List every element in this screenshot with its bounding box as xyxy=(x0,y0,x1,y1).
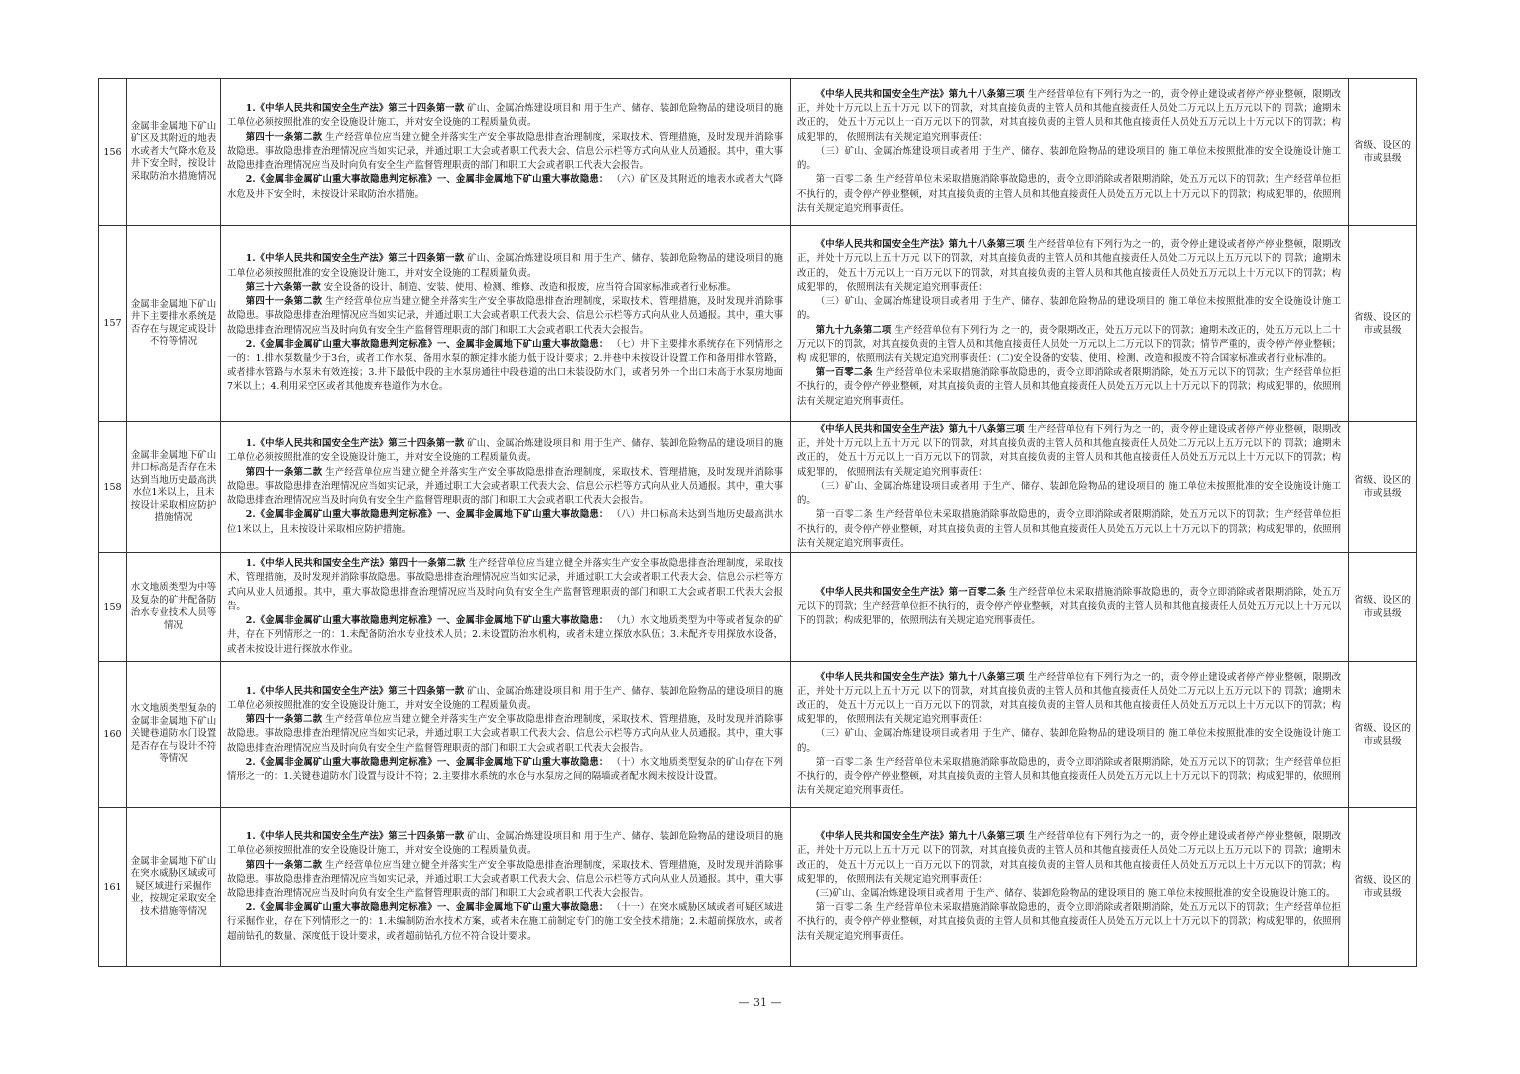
clause-text: 矿山、金属冶炼建设项目和 用于生产、储存、装卸危险物品的建设项目的施工单位必须按照批准的安全设施设计施工，并对安全设施的工程质量负责。 xyxy=(227,685,784,711)
table-body xyxy=(99,79,1417,967)
clause-heading: 1.《中华人民共和国安全生产法》第四十一条第二款 xyxy=(245,558,466,570)
legal-basis-cell xyxy=(221,422,791,553)
clause-heading: 1.《中华人民共和国安全生产法》第三十四条第一款 xyxy=(245,685,465,697)
legal-basis-cell xyxy=(221,662,791,808)
clause-text: 矿山、金属冶炼建设项目和 用于生产、储存、装卸危险物品的建设项目的施工单位必须按照批准的安全设施设计施工，并对安全设施的工程质量负责。 xyxy=(227,253,784,279)
clause-heading: 《中华人民共和国安全生产法》第九十八条第三项 xyxy=(815,424,1025,436)
legal-basis-paragraph xyxy=(227,173,783,201)
clause-text: 生产经营单位有下列行为 之一的，责令限期改正，处五万元以下的罚款；逾期未改正的，处五万元以上二十万元以下的罚款，对其直接负责的主管人员和其他直接责任人员处一万元以上二万元以下的罚款；情节严重的，责令停产停业整顿；构 成犯罪的，依照刑法有关规定追究刑事责任：(二)安全设备的安装、使用、检测、改造和报废不符合国家标准或者行业标准的。 xyxy=(797,324,1341,364)
clause-text: 生产经营单位应当建立健全并落实生产安全事故隐患排查治理制度，采取技术、管理措施，及时发现并消除事故隐患。事故隐患排查治理情况应当如实记录，并通过职工大会或者职工代表大会、信息公示栏等方式向从业人员通报。其中，重大事故隐患排查治理情况应当及时向负有安全生产监督管理职责的部门和职工大会或者职工代表大会报告。 xyxy=(227,131,783,172)
clause-heading: 1.《中华人民共和国安全生产法》第三十四条第一款 xyxy=(245,103,465,115)
penalty-paragraph xyxy=(797,671,1341,728)
penalty-paragraph xyxy=(797,756,1341,799)
legal-basis-paragraph xyxy=(227,713,783,756)
inspection-item: 金属非金属地下矿山矿区及其附近的地表水或者大气降水危及井下安全时，按设计采取防治水措施情况 xyxy=(127,79,221,226)
row-number: 157 xyxy=(99,226,127,422)
row-number: 160 xyxy=(99,662,127,808)
clause-text: 第一百零二条 生产经营单位未采取措施消除事故隐患的，责令立即消除或者限期消除，处五万元以下的罚款；生产经营单位拒不执行的，责令停产停业整顿，对其直接负责的主管人员和其他直接责任人员处五万元以上十万元以下的罚款；构成犯罪的，依照刑法有关规定追究刑事责任。 xyxy=(797,902,1341,942)
regulation-table xyxy=(98,78,1417,967)
legal-basis-cell xyxy=(221,553,791,662)
inspection-item: 金属非金属地下矿山在突水威胁区域或可疑区域进行采掘作业，按规定采取安全技术措施等情况 xyxy=(127,808,221,967)
clause-heading: 第九十九条第二项 xyxy=(815,324,892,336)
legal-basis-paragraph xyxy=(227,131,783,174)
legal-basis-paragraph xyxy=(227,295,783,338)
enforcement-level: 省级、设区的市或县级 xyxy=(1349,662,1417,808)
clause-text: 生产经营单位未采取措施消除事故隐患的，责令立即消除或者限期消除，处五万元以下的罚款；生产经营单位拒不执行的，责令停产停业整顿，对其直接负责的主管人员和其他直接责任人员处五万元以上十万元以下的罚款；构成犯罪的，依照刑法有关规定追究刑事责任。 xyxy=(797,586,1341,627)
table-row xyxy=(99,553,1417,662)
clause-heading: 第四十一条第二款 xyxy=(245,714,323,726)
penalty-paragraph xyxy=(797,366,1341,409)
clause-heading: 《中华人民共和国安全生产法》第九十八条第三项 xyxy=(815,671,1025,683)
clause-heading: 《中华人民共和国安全生产法》第一百零二条 xyxy=(815,586,1006,598)
row-number: 159 xyxy=(99,553,127,662)
clause-text: 第一百零二条 生产经营单位未采取措施消除事故隐患的，责令立即消除或者限期消除，处五万元以下的罚款；生产经营单位拒不执行的，责令停产停业整顿，对其直接负责的主管人员和其他直接责任人员处五万元以上十万元以下的罚款；构成犯罪的，依照刑法有关规定追究刑事责任。 xyxy=(797,756,1341,797)
legal-basis-cell xyxy=(221,808,791,967)
penalty-paragraph xyxy=(797,173,1341,216)
table-row xyxy=(99,662,1417,808)
inspection-item: 金属非金属地下矿山井下主要排水系统是否存在与规定或设计不符等情况 xyxy=(127,226,221,422)
clause-heading: 《中华人民共和国安全生产法》第九十八条第三项 xyxy=(815,89,1025,101)
legal-basis-paragraph xyxy=(227,437,783,465)
penalty-basis-cell xyxy=(791,553,1349,662)
penalty-paragraph xyxy=(797,508,1341,551)
legal-basis-paragraph xyxy=(227,557,783,614)
clause-heading: 2.《金属非金属矿山重大事故隐患判定标准》一、金属非金属地下矿山重大事故隐患： xyxy=(245,615,609,627)
clause-heading: 2.《金属非金属矿山重大事故隐患判定标准》一、金属非金属地下矿山重大事故隐患： xyxy=(245,338,609,350)
clause-text: （三）矿山、金属冶炼建设项目或者用 于生产、储存、装卸危险物品的建设项目的 施工单位未按照批准的安全设施设计施工的。 xyxy=(797,145,1341,172)
clause-text: 生产经营单位应当建立健全并落实生产安全事故隐患排查治理制度，采取技术、管理措施，及时发现并消除事故隐患。事故隐患排查治理情况应当如实记录，并通过职工大会或者职工代表大会、信息公示栏等方式向从业人员通报。其中，重大事故隐患排查治理情况应当及时向负有安全生产监督管理职责的部门和职工大会或者职工代表大会报告。 xyxy=(227,714,783,754)
legal-basis-paragraph xyxy=(227,338,783,395)
penalty-paragraph xyxy=(797,324,1341,367)
inspection-item: 水文地质类型为中等及复杂的矿井配备防治水专业技术人员等情况 xyxy=(127,553,221,662)
clause-text: （九）水文地质类型为中等或者复杂的矿井，存在下列情形之一的：1.未配备防治水专业技术人员；2.未设置防治水机构，或者未建立探放水队伍；3.未配齐专用探放水设备，或者未按设计进行探放水作业。 xyxy=(227,615,783,655)
legal-basis-paragraph xyxy=(227,859,783,902)
penalty-paragraph xyxy=(797,480,1341,508)
clause-text: （三）矿山、金属冶炼建设项目或者用 于生产、储存、装卸危险物品的建设项目的 施工单位未按照批准的安全设施设计施工的。 xyxy=(797,480,1341,507)
clause-heading: 1.《中华人民共和国安全生产法》第三十四条第一款 xyxy=(245,253,465,265)
clause-text: 第一百零二条 生产经营单位未采取措施消除事故隐患的，责令立即消除或者限期消除，处五万元以下的罚款；生产经营单位拒不执行的，责令停产停业整顿，对其直接负责的主管人员和其他直接责任人员处五万元以上十万元以下的罚款；构成犯罪的，依照刑法有关规定追究刑事责任。 xyxy=(797,174,1341,214)
enforcement-level: 省级、设区的市或县级 xyxy=(1349,422,1417,553)
legal-basis-paragraph xyxy=(227,614,783,657)
clause-text: （八）井口标高未达到当地历史最高洪水位1米以上，且未按设计采取相应防护措施。 xyxy=(227,509,783,535)
enforcement-level: 省级、设区的市或县级 xyxy=(1349,808,1417,967)
legal-basis-paragraph xyxy=(227,252,783,280)
clause-text: (三)矿山、金属冶炼建设项目或者用 于生产、储存、装卸危险物品的建设项目的 施工单位未按照批准的安全设施设计施工的。 xyxy=(815,888,1336,899)
row-number: 161 xyxy=(99,808,127,967)
clause-text: 安全设备的设计、制造、安装、使用、检测、维修、改造和报废，应当符合国家标准或者行业标准。 xyxy=(323,281,737,293)
penalty-basis-cell xyxy=(791,422,1349,553)
legal-basis-paragraph xyxy=(227,466,783,509)
inspection-item: 水文地质类型复杂的金属非金属地下矿山关键巷道防水门设置是否存在与设计不符等情况 xyxy=(127,662,221,808)
penalty-paragraph xyxy=(797,901,1341,944)
legal-basis-paragraph xyxy=(227,685,783,713)
penalty-paragraph xyxy=(797,727,1341,755)
table-row xyxy=(99,79,1417,226)
clause-text: 生产经营单位有下列行为之一的，责令停止建设或者停产停业整顿，限期改正，并处十万元以上五十万元 以下的罚款，对其直接负责的主管人员和其他直接责任人员处二万元以上五万元以下的 罚款；逾期未改正的， 处五十万元以上一百万元以下的罚款，对其直接负责的主管人员和其他直接责任人员处五万元以上十万元以下的罚款；构成犯罪的， 依照刑法有关规定追究刑事责任： xyxy=(797,424,1341,478)
clause-text: 生产经营单位应当建立健全并落实生产安全事故隐患排查治理制度，采取技术、管理措施，及时发现并消除事故隐患。事故隐患排查治理情况应当如实记录，并通过职工大会或者职工代表大会、信息公示栏等方式向从业人员通报。其中，重大事故隐患排查治理情况应当及时向负有安全生产监督管理职责的部门和职工大会或者职工代表大会报告。 xyxy=(227,296,783,336)
clause-heading: 第四十一条第二款 xyxy=(245,131,323,143)
clause-text: （三）矿山、金属冶炼建设项目或者用 于生产、储存、装卸危险物品的建设项目的 施工单位未按照批准的安全设施设计施工的。 xyxy=(797,296,1341,322)
clause-heading: 2.《金属非金属矿山重大事故隐患判定标准》一、金属非金属地下矿山重大事故隐患： xyxy=(245,174,609,186)
clause-text: （十）水文地质类型复杂的矿山存在下列情形之一的：1.关键巷道防水门设置与设计不符；2.主要排水系统的水仓与水泵房之间的隔墙或者配水阀未按设计设置。 xyxy=(227,756,783,782)
legal-basis-paragraph xyxy=(227,756,783,784)
clause-text: （三）矿山、金属冶炼建设项目或者用 于生产、储存、装卸危险物品的建设项目的 施工单位未按照批准的安全设施设计施工的。 xyxy=(797,728,1341,754)
penalty-basis-cell xyxy=(791,226,1349,422)
penalty-paragraph xyxy=(797,887,1341,901)
clause-heading: 第四十一条第二款 xyxy=(245,296,323,308)
enforcement-level: 省级、设区的市或县级 xyxy=(1349,79,1417,226)
clause-heading: 第一百零二条 xyxy=(815,367,873,379)
clause-heading: 2.《金属非金属矿山重大事故隐患判定标准》一、金属非金属地下矿山重大事故隐患： xyxy=(245,756,609,768)
clause-text: 生产经营单位未采取措施消除事故隐患的，责令立即消除或者限期消除，处五万元以下的罚款；生产经营单位拒不执行的，责令停产停业整顿，对其直接负责的主管人员和其他直接责任人员处五万元以上十万元以下的罚款；构成犯罪的，依照刑法有关规定追究刑事责任。 xyxy=(797,367,1341,407)
clause-text: 矿山、金属冶炼建设项目和 用于生产、储存、装卸危险物品的建设项目的施工单位必须按照批准的安全设施设计施工，并对安全设施的工程质量负责。 xyxy=(227,438,784,464)
table-row xyxy=(99,226,1417,422)
legal-basis-paragraph xyxy=(227,508,783,536)
penalty-paragraph xyxy=(797,423,1341,480)
clause-heading: 1.《中华人民共和国安全生产法》第三十四条第一款 xyxy=(245,438,465,450)
inspection-item: 金属非金属地下矿山井口标高是否存在未达到当地历史最高洪水位1米以上，且未按设计采取相应防护措施情况 xyxy=(127,422,221,553)
legal-basis-paragraph xyxy=(227,281,783,295)
clause-text: 生产经营单位有下列行为之一的，责令停止建设或者停产停业整顿，限期改正，并处十万元以上五十万元 以下的罚款，对其直接负责的主管人员和其他直接责任人员处二万元以上五万元以下的 罚款；逾期未改正的， 处五十万元以上一百万元以下的罚款，对其直接负责的主管人员和其他直接责任人员处五万元以上十万元以下的罚款；构成犯罪的， 依照刑法有关规定追究刑事责任： xyxy=(797,671,1341,726)
table-row xyxy=(99,422,1417,553)
penalty-basis-cell xyxy=(791,662,1349,808)
legal-basis-paragraph xyxy=(227,830,783,858)
legal-basis-paragraph xyxy=(227,901,783,944)
legal-basis-cell xyxy=(221,226,791,422)
clause-heading: 1.《中华人民共和国安全生产法》第三十四条第一款 xyxy=(245,831,465,843)
legal-basis-paragraph xyxy=(227,102,783,130)
clause-heading: 第三十六条第一款 xyxy=(245,281,321,293)
clause-heading: 《中华人民共和国安全生产法》第九十八条第三项 xyxy=(815,831,1025,843)
penalty-basis-cell xyxy=(791,79,1349,226)
clause-text: 第一百零二条 生产经营单位未采取措施消除事故隐患的，责令立即消除或者限期消除，处五万元以下的罚款；生产经营单位拒不执行的，责令停产停业整顿，对其直接负责的主管人员和其他直接责任人员处五万元以上十万元以下的罚款；构成犯罪的，依照刑法有关规定追究刑事责任。 xyxy=(797,509,1341,549)
clause-text: 生产经营单位有下列行为之一的，责令停止建设或者停产停业整顿，限期改正，并处十万元以上五十万元 以下的罚款，对其直接负责的主管人员和其他直接责任人员处二万元以上五万元以下的 罚款；逾期未改正的， 处五十万元以上一百万元以下的罚款，对其直接负责的主管人员和其他直接责任人员处五万元以上十万元以下的罚款；构成犯罪的， 依照刑法有关规定追究刑事责任： xyxy=(797,239,1341,293)
clause-text: 生产经营单位有下列行为之一的，责令停止建设或者停产停业整顿，限期改正，并处十万元以上五十万元 以下的罚款，对其直接负责的主管人员和其他直接责任人员处二万元以上五万元以下的 罚款；逾期未改正的， 处五十万元以上一百万元以下的罚款，对其直接负责的主管人员和其他直接责任人员处五万元以上十万元以下的罚款；构成犯罪的， 依照刑法有关规定追究刑事责任： xyxy=(797,831,1341,885)
penalty-paragraph xyxy=(797,145,1341,173)
row-number: 158 xyxy=(99,422,127,553)
clause-heading: 第四十一条第二款 xyxy=(245,466,323,478)
clause-text: （七）井下主要排水系统存在下列情形之一的：1.排水泵数量少于3台，或者工作水泵、备用水泵的额定排水能力低于设计要求；2.井巷中未按设计设置工作和备用排水管路，或者排水管路与水泵未有效连接；3.井下最低中段的主水泵房通往中段巷道的出口未装设防水门，或者另外一个出口未高于水泵房地面7米以上；4.利用采空区或者其他废弃巷道作为水仓。 xyxy=(227,338,783,393)
clause-text: （六）矿区及其附近的地表水或者大气降水危及井下安全时，未按设计采取防治水措施。 xyxy=(227,174,783,200)
row-number: 156 xyxy=(99,79,127,226)
clause-text: 生产经营单位应当建立健全并落实生产安全事故隐患排查治理制度，采取技术、管理措施，及时发现并消除事故隐患。事故隐患排查治理情况应当如实记录，并通过职工大会或者职工代表大会、信息公示栏等方式向从业人员通报。其中，重大事故隐患排查治理情况应当及时向负有安全生产监督管理职责的部门和职工大会或者职工代表大会报告。 xyxy=(227,859,783,899)
penalty-paragraph xyxy=(797,830,1341,887)
page-number: — 31 — xyxy=(738,996,782,1009)
clause-text: 生产经营单位应当建立健全并落实生产安全事故隐患排查治理制度，采取技术、管理措施，及时发现并消除事故隐患。事故隐患排查治理情况应当如实记录，并通过职工大会或者职工代表大会、信息公示栏等方式向从业人员通报。其中，重大事故隐患排查治理情况应当及时向负有安全生产监督管理职责的部门和职工大会或者职工代表大会报告。 xyxy=(227,466,783,507)
enforcement-level: 省级、设区的市或县级 xyxy=(1349,553,1417,662)
clause-heading: 2.《金属非金属矿山重大事故隐患判定标准》一、金属非金属地下矿山重大事故隐患： xyxy=(245,902,609,914)
table-row xyxy=(99,808,1417,967)
enforcement-level: 省级、设区的市或县级 xyxy=(1349,226,1417,422)
clause-text: （十一）在突水威胁区域或者可疑区域进行采掘作业，存在下列情形之一的：1.未编制防治水技术方案，或者未在施工前制定专门的施工安全技术措施；2.未超前探放水，或者超前钻孔的数量、深度低于设计要求，或者超前钻孔方位不符合设计要求。 xyxy=(227,902,783,942)
clause-text: 矿山、金属冶炼建设项目和 用于生产、储存、装卸危险物品的建设项目的施工单位必须按照批准的安全设施设计施工，并对安全设施的工程质量负责。 xyxy=(227,103,784,129)
penalty-paragraph xyxy=(797,295,1341,323)
penalty-paragraph xyxy=(797,586,1341,629)
legal-basis-cell xyxy=(221,79,791,226)
clause-text: 生产经营单位应当建立健全并落实生产安全事故隐患排查治理制度，采取技术、管理措施，及时发现并消除事故隐患。事故隐患排查治理情况应当如实记录，并通过职工大会或者职工代表大会、信息公示栏等方式向从业人员通报。其中，重大事故隐患排查治理情况应当及时向负有安全生产监督管理职责的部门和职工大会或者职工代表大会报告。 xyxy=(227,558,783,612)
clause-text: 生产经营单位有下列行为之一的，责令停止建设或者停产停业整顿，限期改正，并处十万元以上五十万元 以下的罚款，对其直接负责的主管人员和其他直接责任人员处二万元以上五万元以下的 罚款；逾期未改正的， 处五十万元以上一百万元以下的罚款，对其直接负责的主管人员和其他直接责任人员处五万元以上十万元以下的罚款；构成犯罪的， 依照刑法有关规定追究刑事责任： xyxy=(797,89,1341,143)
penalty-paragraph xyxy=(797,238,1341,295)
clause-heading: 《中华人民共和国安全生产法》第九十八条第三项 xyxy=(815,239,1025,251)
penalty-basis-cell xyxy=(791,808,1349,967)
clause-text: 矿山、金属冶炼建设项目和 用于生产、储存、装卸危险物品的建设项目的施工单位必须按照批准的安全设施设计施工，并对安全设施的工程质量负责。 xyxy=(227,831,784,857)
penalty-paragraph xyxy=(797,88,1341,145)
clause-heading: 第四十一条第二款 xyxy=(245,859,323,871)
clause-heading: 2.《金属非金属矿山重大事故隐患判定标准》一、金属非金属地下矿山重大事故隐患： xyxy=(245,509,609,521)
